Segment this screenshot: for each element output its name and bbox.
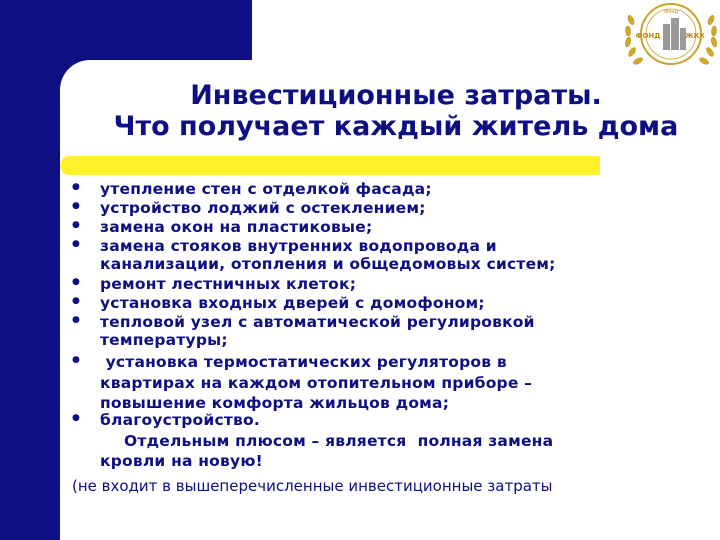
bullet-icon: ● [72,220,80,230]
fund-logo-emblem [622,0,720,70]
yellow-accent-band [60,156,600,175]
list-item-line: благоустройство. [100,411,260,429]
list-item-line: повышение комфорта жильцов дома; [100,394,450,412]
bullet-icon: ● [72,315,80,325]
bullet-icon: ● [72,239,80,249]
list-item-line: устройство лоджий с остеклением; [100,199,426,217]
list-item-line: температуры; [100,331,228,349]
bullet-icon: ● [72,355,80,365]
list-item-line: утепление стен с отделкой фасада; [100,180,432,198]
list-item-line: установка термостатических регуляторов в [100,353,507,371]
list-item-line: замена стояков внутренних водопровода и [100,237,497,255]
bullet-icon: ● [72,296,80,306]
bullet-icon: ● [72,413,80,423]
logo-top-text: Фонд [663,9,679,15]
list-item-line: замена окон на пластиковые; [100,218,373,236]
list-item-line: кровли на новую! [100,452,263,470]
bullet-icon: ● [72,182,80,192]
list-item-line: установка входных дверей с домофоном; [100,294,485,312]
list-item-line: канализации, отопления и общедомовых систем; [100,255,556,273]
list-item-line: ремонт лестничных клеток; [100,275,357,293]
bullet-icon: ● [72,201,80,211]
footnote-text: (не входит в вышеперечисленные инвестиционные затраты [72,477,553,495]
list-item-line: Отдельным плюсом – является полная замена [96,432,554,450]
list-item-line: тепловой узел с автоматической регулировкой [100,313,535,331]
slide-title-line-2: Что получает каждый житель дома [113,111,679,142]
logo-left-text: ФОНД [635,32,661,40]
bullet-icon: ● [72,277,80,287]
logo-right-text: ЖКХ [685,32,705,40]
slide-title-line-1: Инвестиционные затраты. [190,80,602,111]
list-item-line: квартирах на каждом отопительном приборе – [100,374,533,392]
